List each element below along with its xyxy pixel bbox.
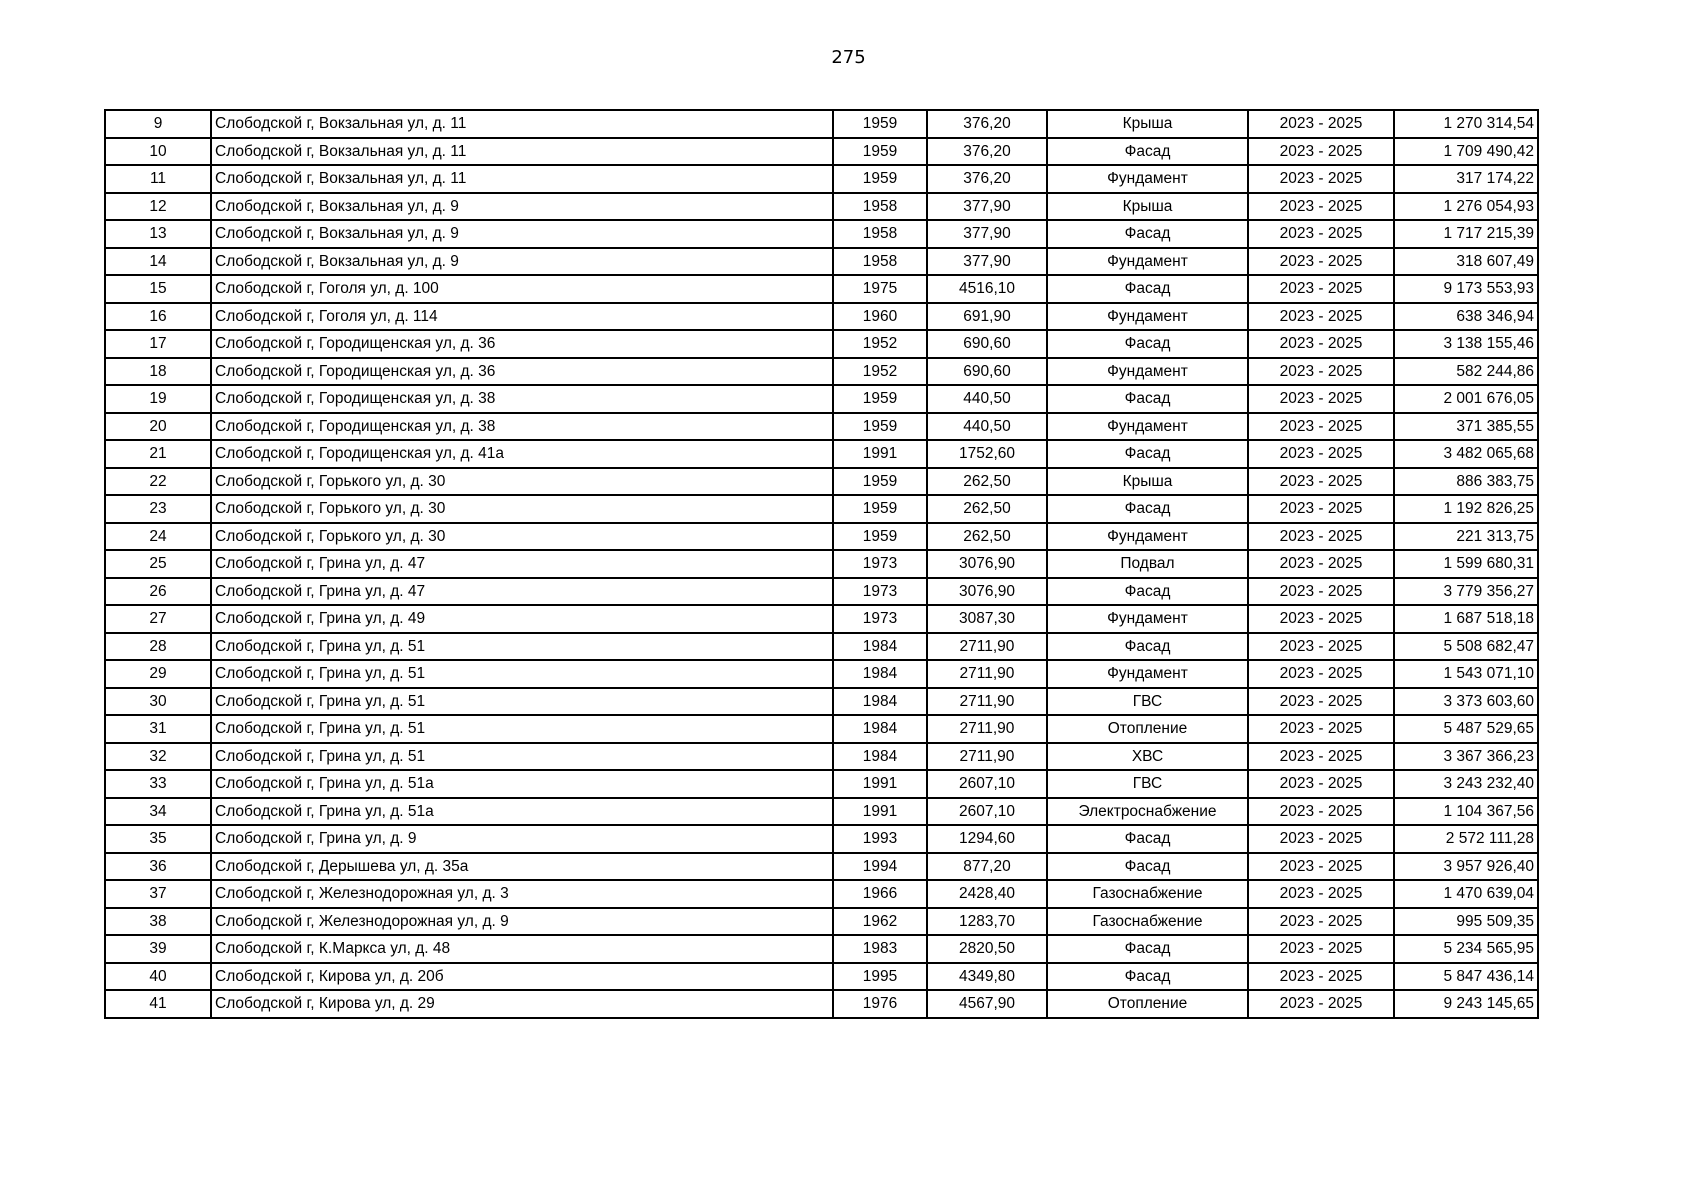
work-type-cell: Фасад (1047, 935, 1248, 963)
work-type-cell: Фундамент (1047, 660, 1248, 688)
work-type-cell: ГВС (1047, 688, 1248, 716)
address-cell: Слободской г, К.Маркса ул, д. 48 (211, 935, 833, 963)
cost-cell: 5 508 682,47 (1394, 633, 1538, 661)
row-number-cell: 18 (105, 358, 211, 386)
table-row (105, 275, 1538, 303)
period-cell: 2023 - 2025 (1248, 523, 1394, 551)
table-row (105, 605, 1538, 633)
period-cell: 2023 - 2025 (1248, 605, 1394, 633)
period-cell: 2023 - 2025 (1248, 303, 1394, 331)
period-cell: 2023 - 2025 (1248, 358, 1394, 386)
year-built-cell: 1962 (833, 908, 927, 936)
area-cell: 3076,90 (927, 550, 1047, 578)
period-cell: 2023 - 2025 (1248, 770, 1394, 798)
row-number-cell: 25 (105, 550, 211, 578)
row-number-cell: 11 (105, 165, 211, 193)
address-cell: Слободской г, Грина ул, д. 9 (211, 825, 833, 853)
row-number-cell: 13 (105, 220, 211, 248)
cost-cell: 317 174,22 (1394, 165, 1538, 193)
area-cell: 691,90 (927, 303, 1047, 331)
cost-cell: 1 104 367,56 (1394, 798, 1538, 826)
cost-cell: 3 957 926,40 (1394, 853, 1538, 881)
area-cell: 1752,60 (927, 440, 1047, 468)
address-cell: Слободской г, Грина ул, д. 47 (211, 578, 833, 606)
address-cell: Слободской г, Кирова ул, д. 29 (211, 990, 833, 1018)
work-type-cell: Отопление (1047, 990, 1248, 1018)
period-cell: 2023 - 2025 (1248, 825, 1394, 853)
table-row (105, 110, 1538, 138)
table-row (105, 880, 1538, 908)
year-built-cell: 1959 (833, 138, 927, 166)
year-built-cell: 1959 (833, 523, 927, 551)
area-cell: 2711,90 (927, 633, 1047, 661)
period-cell: 2023 - 2025 (1248, 440, 1394, 468)
address-cell: Слободской г, Гоголя ул, д. 100 (211, 275, 833, 303)
area-cell: 440,50 (927, 385, 1047, 413)
table-row (105, 688, 1538, 716)
year-built-cell: 1994 (833, 853, 927, 881)
table-row (105, 303, 1538, 331)
work-type-cell: Отопление (1047, 715, 1248, 743)
cost-cell: 5 487 529,65 (1394, 715, 1538, 743)
table-row (105, 385, 1538, 413)
work-type-cell: Фасад (1047, 853, 1248, 881)
area-cell: 690,60 (927, 358, 1047, 386)
work-type-cell: Фасад (1047, 578, 1248, 606)
row-number-cell: 29 (105, 660, 211, 688)
table-row (105, 468, 1538, 496)
row-number-cell: 19 (105, 385, 211, 413)
table-row (105, 660, 1538, 688)
table-row (105, 193, 1538, 221)
area-cell: 377,90 (927, 220, 1047, 248)
row-number-cell: 38 (105, 908, 211, 936)
cost-cell: 5 847 436,14 (1394, 963, 1538, 991)
cost-cell: 886 383,75 (1394, 468, 1538, 496)
area-cell: 262,50 (927, 523, 1047, 551)
period-cell: 2023 - 2025 (1248, 743, 1394, 771)
year-built-cell: 1984 (833, 743, 927, 771)
table-row (105, 165, 1538, 193)
cost-cell: 638 346,94 (1394, 303, 1538, 331)
area-cell: 877,20 (927, 853, 1047, 881)
table-row (105, 770, 1538, 798)
period-cell: 2023 - 2025 (1248, 578, 1394, 606)
address-cell: Слободской г, Вокзальная ул, д. 11 (211, 110, 833, 138)
period-cell: 2023 - 2025 (1248, 660, 1394, 688)
cost-cell: 1 270 314,54 (1394, 110, 1538, 138)
area-cell: 376,20 (927, 165, 1047, 193)
year-built-cell: 1960 (833, 303, 927, 331)
area-cell: 2820,50 (927, 935, 1047, 963)
row-number-cell: 12 (105, 193, 211, 221)
cost-cell: 1 599 680,31 (1394, 550, 1538, 578)
area-cell: 690,60 (927, 330, 1047, 358)
work-type-cell: Фасад (1047, 275, 1248, 303)
work-type-cell: Фасад (1047, 330, 1248, 358)
row-number-cell: 24 (105, 523, 211, 551)
address-cell: Слободской г, Грина ул, д. 51 (211, 688, 833, 716)
address-cell: Слободской г, Гоголя ул, д. 114 (211, 303, 833, 331)
period-cell: 2023 - 2025 (1248, 385, 1394, 413)
area-cell: 2711,90 (927, 660, 1047, 688)
row-number-cell: 20 (105, 413, 211, 441)
table-row (105, 743, 1538, 771)
year-built-cell: 1973 (833, 578, 927, 606)
year-built-cell: 1959 (833, 495, 927, 523)
period-cell: 2023 - 2025 (1248, 550, 1394, 578)
period-cell: 2023 - 2025 (1248, 853, 1394, 881)
address-cell: Слободской г, Дерышева ул, д. 35а (211, 853, 833, 881)
period-cell: 2023 - 2025 (1248, 220, 1394, 248)
year-built-cell: 1973 (833, 550, 927, 578)
work-type-cell: Газоснабжение (1047, 908, 1248, 936)
cost-cell: 2 572 111,28 (1394, 825, 1538, 853)
cost-cell: 5 234 565,95 (1394, 935, 1538, 963)
work-type-cell: Фасад (1047, 440, 1248, 468)
work-type-cell: ХВС (1047, 743, 1248, 771)
row-number-cell: 23 (105, 495, 211, 523)
work-type-cell: Подвал (1047, 550, 1248, 578)
row-number-cell: 31 (105, 715, 211, 743)
year-built-cell: 1975 (833, 275, 927, 303)
address-cell: Слободской г, Вокзальная ул, д. 9 (211, 193, 833, 221)
table-row (105, 248, 1538, 276)
year-built-cell: 1958 (833, 220, 927, 248)
table-row (105, 523, 1538, 551)
table-row (105, 220, 1538, 248)
cost-cell: 3 243 232,40 (1394, 770, 1538, 798)
address-cell: Слободской г, Железнодорожная ул, д. 9 (211, 908, 833, 936)
table-row (105, 358, 1538, 386)
area-cell: 3087,30 (927, 605, 1047, 633)
work-type-cell: Фундамент (1047, 358, 1248, 386)
work-type-cell: Крыша (1047, 468, 1248, 496)
work-type-cell: Фасад (1047, 633, 1248, 661)
table-row (105, 633, 1538, 661)
cost-cell: 9 173 553,93 (1394, 275, 1538, 303)
address-cell: Слободской г, Вокзальная ул, д. 9 (211, 220, 833, 248)
area-cell: 1294,60 (927, 825, 1047, 853)
cost-cell: 3 367 366,23 (1394, 743, 1538, 771)
row-number-cell: 9 (105, 110, 211, 138)
year-built-cell: 1952 (833, 330, 927, 358)
cost-cell: 221 313,75 (1394, 523, 1538, 551)
work-type-cell: Фундамент (1047, 248, 1248, 276)
address-cell: Слободской г, Городищенская ул, д. 38 (211, 413, 833, 441)
work-type-cell: Фасад (1047, 220, 1248, 248)
year-built-cell: 1959 (833, 385, 927, 413)
row-number-cell: 28 (105, 633, 211, 661)
address-cell: Слободской г, Грина ул, д. 47 (211, 550, 833, 578)
year-built-cell: 1958 (833, 248, 927, 276)
area-cell: 2607,10 (927, 770, 1047, 798)
row-number-cell: 15 (105, 275, 211, 303)
table-row (105, 495, 1538, 523)
address-cell: Слободской г, Городищенская ул, д. 36 (211, 330, 833, 358)
address-cell: Слободской г, Грина ул, д. 51а (211, 770, 833, 798)
work-type-cell: Фундамент (1047, 413, 1248, 441)
housing-repair-table (104, 109, 1539, 1019)
year-built-cell: 1984 (833, 633, 927, 661)
cost-cell: 3 373 603,60 (1394, 688, 1538, 716)
period-cell: 2023 - 2025 (1248, 633, 1394, 661)
period-cell: 2023 - 2025 (1248, 138, 1394, 166)
year-built-cell: 1983 (833, 935, 927, 963)
row-number-cell: 37 (105, 880, 211, 908)
work-type-cell: Фасад (1047, 495, 1248, 523)
cost-cell: 995 509,35 (1394, 908, 1538, 936)
work-type-cell: Фасад (1047, 963, 1248, 991)
work-type-cell: Электроснабжение (1047, 798, 1248, 826)
period-cell: 2023 - 2025 (1248, 880, 1394, 908)
row-number-cell: 30 (105, 688, 211, 716)
address-cell: Слободской г, Городищенская ул, д. 38 (211, 385, 833, 413)
year-built-cell: 1976 (833, 990, 927, 1018)
work-type-cell: Фундамент (1047, 605, 1248, 633)
area-cell: 2428,40 (927, 880, 1047, 908)
cost-cell: 1 687 518,18 (1394, 605, 1538, 633)
address-cell: Слободской г, Грина ул, д. 51а (211, 798, 833, 826)
table-row (105, 330, 1538, 358)
cost-cell: 1 192 826,25 (1394, 495, 1538, 523)
period-cell: 2023 - 2025 (1248, 468, 1394, 496)
table-row (105, 440, 1538, 468)
period-cell: 2023 - 2025 (1248, 413, 1394, 441)
row-number-cell: 36 (105, 853, 211, 881)
year-built-cell: 1991 (833, 798, 927, 826)
year-built-cell: 1991 (833, 440, 927, 468)
row-number-cell: 27 (105, 605, 211, 633)
area-cell: 2711,90 (927, 743, 1047, 771)
row-number-cell: 40 (105, 963, 211, 991)
period-cell: 2023 - 2025 (1248, 248, 1394, 276)
work-type-cell: Фундамент (1047, 165, 1248, 193)
area-cell: 3076,90 (927, 578, 1047, 606)
address-cell: Слободской г, Городищенская ул, д. 41а (211, 440, 833, 468)
table-row (105, 853, 1538, 881)
period-cell: 2023 - 2025 (1248, 963, 1394, 991)
page-number: 275 (831, 47, 866, 68)
cost-cell: 2 001 676,05 (1394, 385, 1538, 413)
address-cell: Слободской г, Грина ул, д. 49 (211, 605, 833, 633)
year-built-cell: 1984 (833, 660, 927, 688)
work-type-cell: Крыша (1047, 193, 1248, 221)
work-type-cell: Крыша (1047, 110, 1248, 138)
address-cell: Слободской г, Горького ул, д. 30 (211, 495, 833, 523)
area-cell: 376,20 (927, 110, 1047, 138)
year-built-cell: 1966 (833, 880, 927, 908)
period-cell: 2023 - 2025 (1248, 908, 1394, 936)
row-number-cell: 32 (105, 743, 211, 771)
period-cell: 2023 - 2025 (1248, 935, 1394, 963)
period-cell: 2023 - 2025 (1248, 495, 1394, 523)
work-type-cell: Фундамент (1047, 303, 1248, 331)
cost-cell: 1 717 215,39 (1394, 220, 1538, 248)
work-type-cell: Фасад (1047, 825, 1248, 853)
area-cell: 2711,90 (927, 715, 1047, 743)
area-cell: 440,50 (927, 413, 1047, 441)
row-number-cell: 33 (105, 770, 211, 798)
row-number-cell: 34 (105, 798, 211, 826)
cost-cell: 1 276 054,93 (1394, 193, 1538, 221)
period-cell: 2023 - 2025 (1248, 715, 1394, 743)
address-cell: Слободской г, Вокзальная ул, д. 9 (211, 248, 833, 276)
address-cell: Слободской г, Вокзальная ул, д. 11 (211, 138, 833, 166)
table-row (105, 908, 1538, 936)
row-number-cell: 22 (105, 468, 211, 496)
cost-cell: 1 470 639,04 (1394, 880, 1538, 908)
period-cell: 2023 - 2025 (1248, 330, 1394, 358)
period-cell: 2023 - 2025 (1248, 275, 1394, 303)
year-built-cell: 1995 (833, 963, 927, 991)
row-number-cell: 17 (105, 330, 211, 358)
area-cell: 1283,70 (927, 908, 1047, 936)
work-type-cell: Фасад (1047, 385, 1248, 413)
area-cell: 262,50 (927, 468, 1047, 496)
address-cell: Слободской г, Кирова ул, д. 20б (211, 963, 833, 991)
area-cell: 4516,10 (927, 275, 1047, 303)
area-cell: 377,90 (927, 193, 1047, 221)
row-number-cell: 26 (105, 578, 211, 606)
address-cell: Слободской г, Железнодорожная ул, д. 3 (211, 880, 833, 908)
area-cell: 2711,90 (927, 688, 1047, 716)
address-cell: Слободской г, Городищенская ул, д. 36 (211, 358, 833, 386)
table-row (105, 413, 1538, 441)
cost-cell: 1 543 071,10 (1394, 660, 1538, 688)
row-number-cell: 35 (105, 825, 211, 853)
cost-cell: 318 607,49 (1394, 248, 1538, 276)
table-row (105, 825, 1538, 853)
period-cell: 2023 - 2025 (1248, 110, 1394, 138)
table-body (105, 110, 1538, 1018)
row-number-cell: 41 (105, 990, 211, 1018)
address-cell: Слободской г, Горького ул, д. 30 (211, 468, 833, 496)
year-built-cell: 1993 (833, 825, 927, 853)
cost-cell: 371 385,55 (1394, 413, 1538, 441)
address-cell: Слободской г, Вокзальная ул, д. 11 (211, 165, 833, 193)
period-cell: 2023 - 2025 (1248, 798, 1394, 826)
table-row (105, 138, 1538, 166)
area-cell: 262,50 (927, 495, 1047, 523)
year-built-cell: 1959 (833, 413, 927, 441)
cost-cell: 3 779 356,27 (1394, 578, 1538, 606)
period-cell: 2023 - 2025 (1248, 193, 1394, 221)
row-number-cell: 16 (105, 303, 211, 331)
address-cell: Слободской г, Грина ул, д. 51 (211, 743, 833, 771)
year-built-cell: 1958 (833, 193, 927, 221)
year-built-cell: 1959 (833, 165, 927, 193)
table-row (105, 578, 1538, 606)
year-built-cell: 1984 (833, 715, 927, 743)
table-row (105, 935, 1538, 963)
row-number-cell: 39 (105, 935, 211, 963)
work-type-cell: Фасад (1047, 138, 1248, 166)
year-built-cell: 1991 (833, 770, 927, 798)
area-cell: 376,20 (927, 138, 1047, 166)
year-built-cell: 1952 (833, 358, 927, 386)
period-cell: 2023 - 2025 (1248, 990, 1394, 1018)
row-number-cell: 21 (105, 440, 211, 468)
cost-cell: 582 244,86 (1394, 358, 1538, 386)
table-row (105, 550, 1538, 578)
address-cell: Слободской г, Грина ул, д. 51 (211, 633, 833, 661)
cost-cell: 1 709 490,42 (1394, 138, 1538, 166)
table-row (105, 990, 1538, 1018)
cost-cell: 3 138 155,46 (1394, 330, 1538, 358)
year-built-cell: 1984 (833, 688, 927, 716)
period-cell: 2023 - 2025 (1248, 688, 1394, 716)
row-number-cell: 10 (105, 138, 211, 166)
table-row (105, 798, 1538, 826)
cost-cell: 9 243 145,65 (1394, 990, 1538, 1018)
address-cell: Слободской г, Грина ул, д. 51 (211, 715, 833, 743)
work-type-cell: ГВС (1047, 770, 1248, 798)
year-built-cell: 1959 (833, 110, 927, 138)
address-cell: Слободской г, Грина ул, д. 51 (211, 660, 833, 688)
area-cell: 377,90 (927, 248, 1047, 276)
row-number-cell: 14 (105, 248, 211, 276)
area-cell: 2607,10 (927, 798, 1047, 826)
area-cell: 4349,80 (927, 963, 1047, 991)
table-row (105, 715, 1538, 743)
table-row (105, 963, 1538, 991)
work-type-cell: Фундамент (1047, 523, 1248, 551)
cost-cell: 3 482 065,68 (1394, 440, 1538, 468)
area-cell: 4567,90 (927, 990, 1047, 1018)
work-type-cell: Газоснабжение (1047, 880, 1248, 908)
address-cell: Слободской г, Горького ул, д. 30 (211, 523, 833, 551)
year-built-cell: 1959 (833, 468, 927, 496)
year-built-cell: 1973 (833, 605, 927, 633)
period-cell: 2023 - 2025 (1248, 165, 1394, 193)
